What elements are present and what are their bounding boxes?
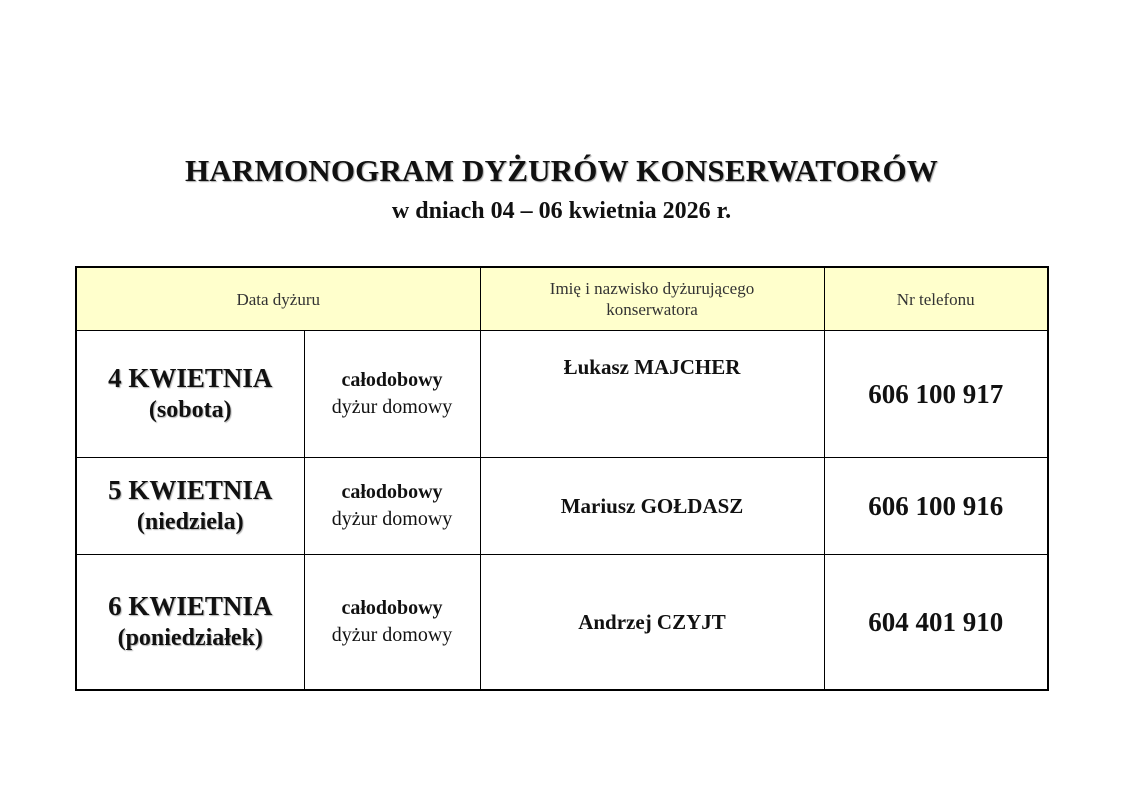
technician-name: Andrzej CZYJT xyxy=(480,555,824,691)
duty-date: 6 KWIETNIA xyxy=(108,591,273,621)
document-subtitle: w dniach 04 – 06 kwietnia 2026 r. xyxy=(391,198,732,224)
table-row xyxy=(76,555,1048,691)
duty-type-cell xyxy=(304,555,480,691)
duty-weekday: (sobota) xyxy=(148,397,232,423)
technician-name: Mariusz GOŁDASZ xyxy=(480,458,824,555)
header-phone: Nr telefonu xyxy=(824,267,1048,331)
duty-type-line2: dyżur domowy xyxy=(331,508,453,530)
duty-type-line2: dyżur domowy xyxy=(331,624,453,646)
table-row xyxy=(76,331,1048,458)
duty-date: 5 KWIETNIA xyxy=(108,475,273,505)
header-name-text: Imię i nazwisko dyżurującego konserwatora xyxy=(549,279,755,319)
duty-type-cell xyxy=(304,458,480,555)
phone-number: 606 100 916 xyxy=(824,458,1048,555)
duty-type-line1: całodobowy xyxy=(341,481,443,503)
date-cell xyxy=(76,331,304,458)
duty-type-line2: dyżur domowy xyxy=(331,396,453,418)
technician-name: Łukasz MAJCHER xyxy=(480,331,824,458)
document-title: HARMONOGRAM DYŻURÓW KONSERWATORÓW xyxy=(185,153,938,188)
date-cell xyxy=(76,555,304,691)
duty-type-line1: całodobowy xyxy=(341,597,443,619)
table-row xyxy=(76,458,1048,555)
duty-type-cell xyxy=(304,331,480,458)
header-date: Data dyżuru xyxy=(76,267,480,331)
duty-weekday: (niedziela) xyxy=(136,509,244,535)
duty-type-line1: całodobowy xyxy=(341,369,443,391)
date-cell xyxy=(76,458,304,555)
header-name xyxy=(480,267,824,331)
phone-number: 606 100 917 xyxy=(824,331,1048,458)
table-header-row xyxy=(76,267,1048,331)
duty-weekday: (poniedziałek) xyxy=(117,625,263,651)
duty-schedule-table xyxy=(75,266,1049,691)
phone-number: 604 401 910 xyxy=(824,555,1048,691)
duty-date: 4 KWIETNIA xyxy=(108,363,273,393)
